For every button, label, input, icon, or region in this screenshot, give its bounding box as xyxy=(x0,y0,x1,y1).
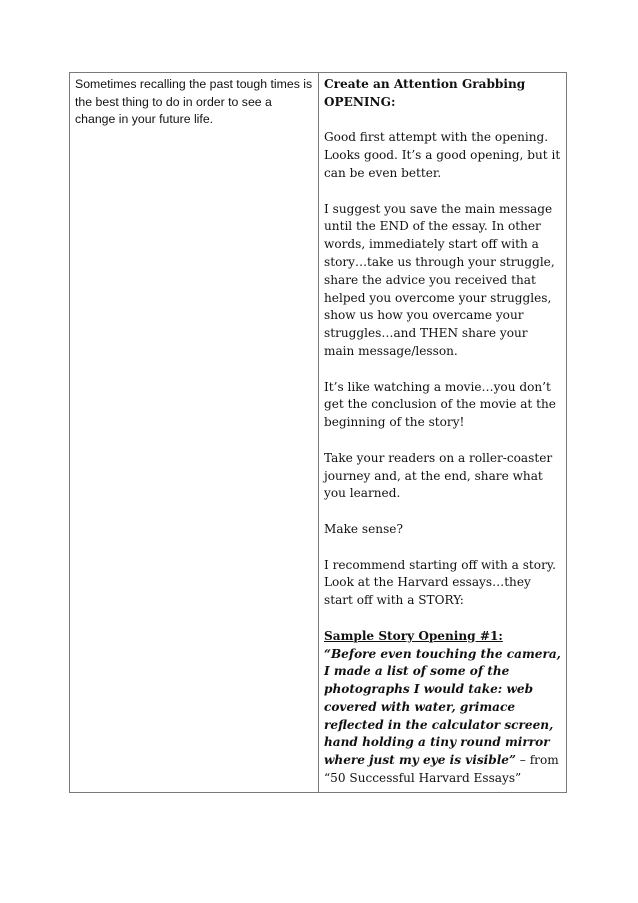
essay-excerpt-text: Sometimes recalling the past tough times is the best thing to do in order to see a change in your future life. xyxy=(75,77,313,126)
sample-opening xyxy=(324,628,561,788)
feedback-paragraph: Make sense? xyxy=(324,521,403,536)
feedback-heading: Create an Attention Grabbing OPENING: xyxy=(324,77,526,109)
essay-excerpt-cell xyxy=(70,73,319,793)
table-row xyxy=(70,73,567,793)
feedback-paragraph: I recommend starting off with a story. Look at the Harvard essays…they start off with a STORY: xyxy=(324,557,556,608)
feedback-paragraph: I suggest you save the main message until the END of the essay. In other words, immediately start off with a story…take us through your struggle, share the advice you received that helped you overcome your struggles, show us how you overcame your struggles…and THEN share your main message/lesson. xyxy=(324,201,555,358)
sample-quote: “Before even touching the camera, I made a list of some of the photographs I would take: web covered with water, grimace reflected in the calculator screen, hand holding a tiny round mirror where just my eye is visible” xyxy=(324,646,561,768)
feedback-table xyxy=(69,72,567,793)
feedback-paragraph: Take your readers on a roller-coaster journey and, at the end, share what you learned. xyxy=(324,450,553,501)
feedback-paragraph: It’s like watching a movie…you don’t get the conclusion of the movie at the beginning of the story! xyxy=(324,379,556,430)
feedback-cell xyxy=(319,73,567,793)
sample-heading: Sample Story Opening #1: xyxy=(324,628,503,643)
sample-attribution: – from “50 Successful Harvard Essays” xyxy=(324,753,559,786)
feedback-paragraph: Good first attempt with the opening. Looks good. It’s a good opening, but it can be even better. xyxy=(324,130,561,180)
